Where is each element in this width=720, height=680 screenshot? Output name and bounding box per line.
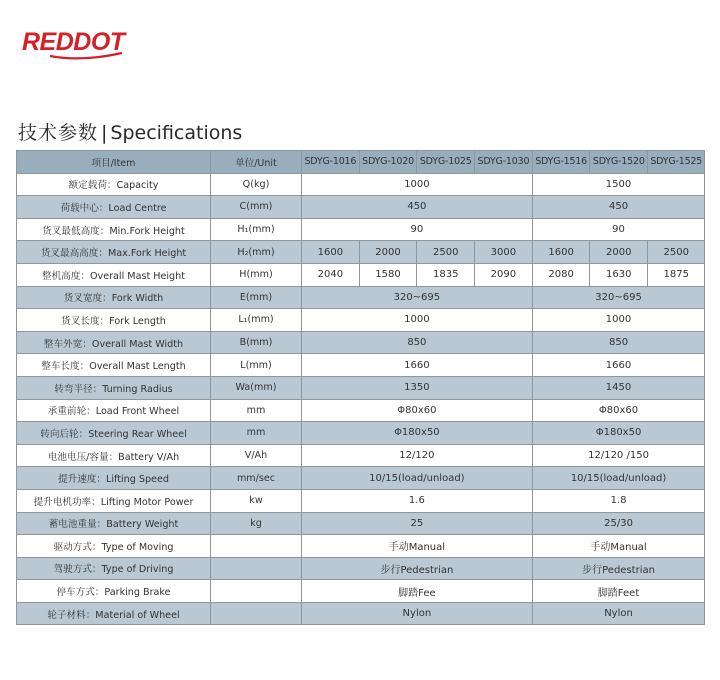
row-value: Nylon (302, 602, 533, 625)
header-model: SDYG-1020 (359, 151, 417, 174)
row-value: 1000 (302, 309, 533, 332)
table-row (17, 399, 705, 422)
row-value: 3000 (475, 241, 533, 264)
row-value: Nylon (532, 602, 705, 625)
row-value: 1.8 (532, 489, 705, 512)
reddot-logo-icon (22, 26, 134, 66)
row-value: 1835 (417, 263, 475, 286)
brand-logo (22, 26, 132, 66)
row-unit (211, 580, 302, 603)
table-row (17, 196, 705, 219)
row-value: 1450 (532, 376, 705, 399)
row-item-label: 整机高度：Overall Mast Height (17, 263, 211, 286)
row-value: 1630 (590, 263, 648, 286)
row-value: 25 (302, 512, 533, 535)
row-value: 脚踏Feet (532, 580, 705, 603)
row-value: 1660 (532, 354, 705, 377)
row-value: 850 (532, 331, 705, 354)
header-model: SDYG-1520 (590, 151, 648, 174)
header-unit: 单位/Unit (211, 151, 302, 174)
row-unit: E(mm) (211, 286, 302, 309)
table-row (17, 309, 705, 332)
row-unit (211, 602, 302, 625)
row-unit: H(mm) (211, 263, 302, 286)
row-item-label: 电池电压/容量：Battery V/Ah (17, 444, 211, 467)
row-value: 12/120 /150 (532, 444, 705, 467)
header-model: SDYG-1516 (532, 151, 590, 174)
row-item-label: 驾驶方式：Type of Driving (17, 557, 211, 580)
table-header-row (17, 151, 705, 174)
table-row (17, 354, 705, 377)
row-value: Φ180x50 (302, 422, 533, 445)
row-item-label: 货叉最低高度：Min.Fork Height (17, 218, 211, 241)
row-unit: B(mm) (211, 331, 302, 354)
row-value: 25/30 (532, 512, 705, 535)
row-item-label: 转弯半径：Turning Radius (17, 376, 211, 399)
table-row (17, 173, 705, 196)
row-unit (211, 535, 302, 558)
row-value: Φ180x50 (532, 422, 705, 445)
row-value: 2000 (359, 241, 417, 264)
row-value: 脚踏Fee (302, 580, 533, 603)
header-model: SDYG-1525 (648, 151, 705, 174)
row-item-label: 荷载中心：Load Centre (17, 196, 211, 219)
row-value: 90 (532, 218, 705, 241)
row-value: 1000 (302, 173, 533, 196)
header-model: SDYG-1030 (475, 151, 533, 174)
header-model: SDYG-1016 (302, 151, 360, 174)
row-value: 步行Pedestrian (532, 557, 705, 580)
row-item-label: 货叉最高高度：Max.Fork Height (17, 241, 211, 264)
row-unit: mm/sec (211, 467, 302, 490)
row-unit: H₁(mm) (211, 218, 302, 241)
table-row (17, 467, 705, 490)
title-separator: | (101, 122, 108, 144)
table-row (17, 557, 705, 580)
table-row (17, 512, 705, 535)
row-value: 450 (302, 196, 533, 219)
row-unit: mm (211, 422, 302, 445)
row-unit: kw (211, 489, 302, 512)
row-unit (211, 557, 302, 580)
table-row (17, 535, 705, 558)
row-value: 1000 (532, 309, 705, 332)
logo-wordmark: REDDOT (22, 28, 125, 56)
row-value: 2090 (475, 263, 533, 286)
row-value: 1600 (302, 241, 360, 264)
row-item-label: 提升速度：Lifting Speed (17, 467, 211, 490)
row-item-label: 停车方式：Parking Brake (17, 580, 211, 603)
row-value: 850 (302, 331, 533, 354)
row-value: 10/15(load/unload) (532, 467, 705, 490)
row-value: 2000 (590, 241, 648, 264)
row-item-label: 轮子材料：Material of Wheel (17, 602, 211, 625)
table-row (17, 286, 705, 309)
row-unit: C(mm) (211, 196, 302, 219)
row-unit: Q(kg) (211, 173, 302, 196)
row-value: Φ80x60 (532, 399, 705, 422)
row-item-label: 承重前轮：Load Front Wheel (17, 399, 211, 422)
row-value: 1.6 (302, 489, 533, 512)
row-item-label: 货叉宽度：Fork Width (17, 286, 211, 309)
row-value: 1580 (359, 263, 417, 286)
header-item: 项目/Item (17, 151, 211, 174)
title-chinese: 技术参数 (18, 122, 99, 144)
row-value: 2040 (302, 263, 360, 286)
row-value: Φ80x60 (302, 399, 533, 422)
row-value: 1350 (302, 376, 533, 399)
row-value: 320~695 (302, 286, 533, 309)
row-value: 手动Manual (302, 535, 533, 558)
table-row (17, 241, 705, 264)
table-row (17, 602, 705, 625)
row-unit: L(mm) (211, 354, 302, 377)
table-row (17, 331, 705, 354)
table-row (17, 376, 705, 399)
row-value: 90 (302, 218, 533, 241)
specifications-table (16, 150, 705, 625)
row-item-label: 货叉长度：Fork Length (17, 309, 211, 332)
row-item-label: 蓄电池重量：Battery Weight (17, 512, 211, 535)
header-model: SDYG-1025 (417, 151, 475, 174)
table-row (17, 444, 705, 467)
row-item-label: 整车长度：Overall Mast Length (17, 354, 211, 377)
page-title (18, 118, 242, 145)
row-value: 1600 (532, 241, 590, 264)
row-value: 1500 (532, 173, 705, 196)
row-unit: V/Ah (211, 444, 302, 467)
row-value: 步行Pedestrian (302, 557, 533, 580)
row-value: 2500 (648, 241, 705, 264)
row-value: 手动Manual (532, 535, 705, 558)
row-value: 2500 (417, 241, 475, 264)
row-item-label: 提升电机功率：Lifting Motor Power (17, 489, 211, 512)
row-value: 320~695 (532, 286, 705, 309)
row-value: 1875 (648, 263, 705, 286)
row-value: 2080 (532, 263, 590, 286)
row-item-label: 整车外宽：Overall Mast Width (17, 331, 211, 354)
row-unit: Wa(mm) (211, 376, 302, 399)
table-row (17, 489, 705, 512)
row-unit: L₁(mm) (211, 309, 302, 332)
table-row (17, 580, 705, 603)
row-value: 10/15(load/unload) (302, 467, 533, 490)
row-unit: kg (211, 512, 302, 535)
row-item-label: 转向后轮：Steering Rear Wheel (17, 422, 211, 445)
row-value: 450 (532, 196, 705, 219)
row-value: 12/120 (302, 444, 533, 467)
row-item-label: 驱动方式：Type of Moving (17, 535, 211, 558)
table-row (17, 263, 705, 286)
row-unit: mm (211, 399, 302, 422)
row-unit: H₂(mm) (211, 241, 302, 264)
table-row (17, 218, 705, 241)
row-item-label: 额定载荷：Capacity (17, 173, 211, 196)
table-row (17, 422, 705, 445)
title-english: Specifications (110, 122, 243, 144)
row-value: 1660 (302, 354, 533, 377)
